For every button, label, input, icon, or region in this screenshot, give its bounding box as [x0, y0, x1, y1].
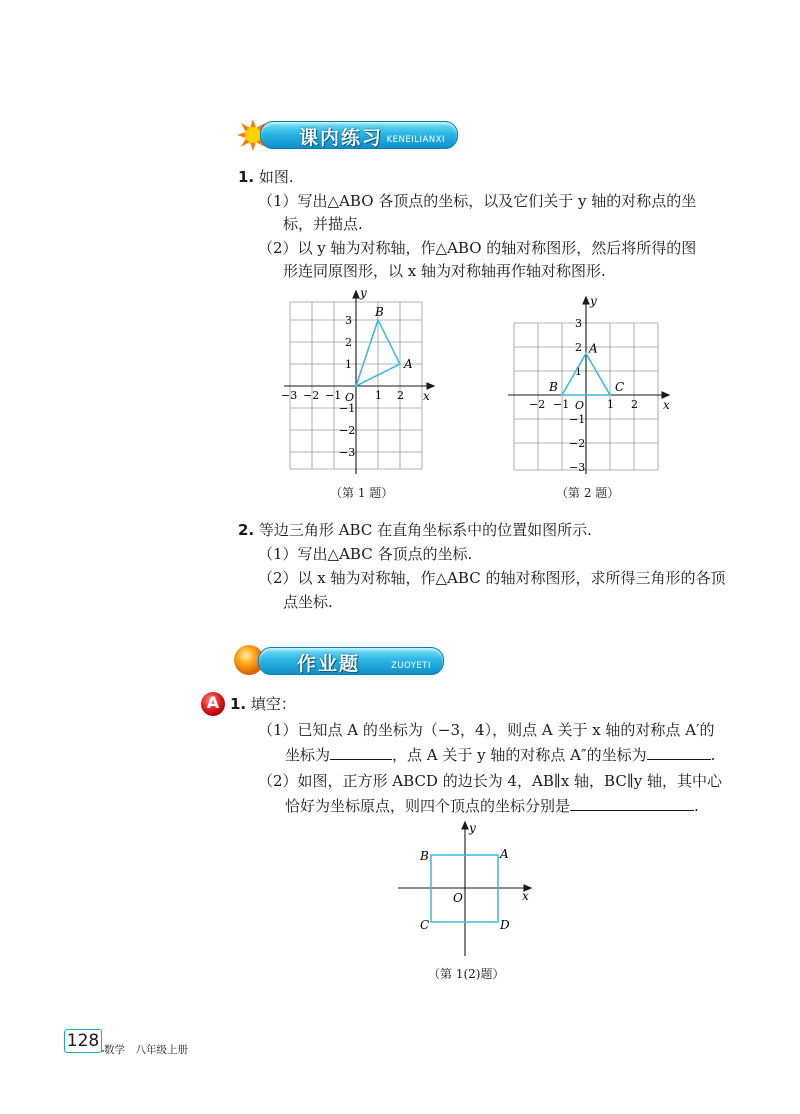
- answer-blank[interactable]: [647, 743, 711, 760]
- q2-part2-line1: （2）以 x 轴为对称轴，作△ABC 的轴对称图形，求所得三角形的各顶: [258, 569, 726, 587]
- label-b: B: [420, 849, 429, 863]
- figure-1-coordinate-grid: [280, 288, 440, 478]
- x-axis-label: x: [423, 389, 430, 403]
- y-tick-label: −1: [569, 413, 586, 426]
- y-axis-label: y: [590, 296, 597, 308]
- q1-part1-line1: （1）写出△ABO 各顶点的坐标，以及它们关于 y 轴的对称点的坐: [258, 192, 697, 210]
- section-subtitle: ZUOYETI: [390, 661, 431, 671]
- question-text: 等边三角形 ABC 在直角坐标系中的位置如图所示.: [258, 521, 592, 539]
- question-number: 1.: [230, 695, 247, 713]
- origin-label: O: [575, 399, 585, 412]
- y-axis-label: y: [360, 288, 367, 300]
- vertex-label-a: A: [404, 357, 413, 371]
- y-tick-label: 2: [345, 336, 352, 349]
- vertex-label-b: B: [375, 305, 384, 319]
- level-label: A: [206, 693, 220, 712]
- hw1-part2-line1: （2）如图，正方形 ABCD 的边长为 4，AB∥x 轴，BC∥y 轴，其中心: [258, 772, 722, 790]
- y-tick-label: −1: [339, 402, 356, 415]
- x-tick-label: 2: [631, 398, 638, 411]
- x-axis-label: x: [663, 398, 670, 412]
- label-a: A: [500, 847, 509, 861]
- y-tick-label: −2: [569, 437, 586, 450]
- q1-stem: [238, 165, 294, 189]
- q2-stem: [238, 518, 592, 542]
- q1-part1-line2: 标，并描点.: [283, 215, 363, 233]
- x-tick-label: 1: [375, 389, 382, 402]
- x-tick-label: −3: [281, 389, 298, 402]
- x-tick-label: −1: [553, 398, 570, 411]
- y-tick-label: 1: [575, 365, 582, 378]
- x-tick-label: 1: [607, 398, 614, 411]
- level-a-badge: [200, 691, 226, 717]
- question-number: 2.: [238, 521, 255, 539]
- figure-1-caption: （第 1 题）: [330, 486, 394, 500]
- text-segment: .: [694, 797, 699, 815]
- figure-2-coordinate-grid: [506, 296, 676, 476]
- page-number: 128: [64, 1029, 102, 1053]
- q2-part1: （1）写出△ABC 各顶点的坐标.: [258, 545, 473, 563]
- section-title: 作业题: [297, 653, 361, 675]
- label-origin: O: [453, 891, 463, 905]
- hw1-part1-line1: （1）已知点 A 的坐标为（−3，4），则点 A 关于 x 轴的对称点 A′的: [258, 721, 715, 739]
- vertex-label-c: C: [615, 380, 625, 394]
- section-subtitle: KENEILIANXI: [386, 135, 445, 145]
- answer-blank[interactable]: [330, 743, 392, 760]
- text-segment: 坐标为: [285, 746, 331, 764]
- label-c: C: [420, 918, 430, 932]
- y-axis-label: y: [469, 821, 476, 835]
- hw1-part2-line2: [285, 794, 699, 818]
- q1-part2-line2: 形连同原图形，以 x 轴为对称轴再作轴对称图形.: [283, 262, 606, 280]
- figure-3-caption: （第 1(2)题）: [428, 967, 505, 981]
- q1-part2-line1: （2）以 y 轴为对称轴，作△ABO 的轴对称图形，然后将所得的图: [258, 239, 697, 257]
- y-tick-label: −3: [569, 461, 586, 474]
- y-tick-label: −2: [339, 424, 356, 437]
- hw1-stem: [230, 692, 296, 716]
- book-title: 数学 八年级上册: [104, 1044, 188, 1056]
- question-text: 填空：: [250, 695, 296, 713]
- label-d: D: [500, 918, 510, 932]
- q2-part2-line2: 点坐标.: [283, 593, 333, 611]
- y-tick-label: 3: [575, 317, 582, 330]
- vertex-label-b: B: [549, 380, 558, 394]
- text-segment: ，点 A 关于 y 轴的对称点 A″的坐标为: [392, 746, 647, 764]
- figure-square-abcd: [390, 816, 540, 961]
- x-tick-label: −2: [529, 398, 546, 411]
- y-tick-label: 2: [575, 341, 582, 354]
- x-tick-label: −2: [303, 389, 320, 402]
- x-tick-label: −1: [325, 389, 342, 402]
- text-segment: 恰好为坐标原点，则四个顶点的坐标分别是: [285, 797, 571, 815]
- question-number: 1.: [238, 168, 255, 186]
- vertex-label-a: A: [589, 341, 598, 356]
- figure-2-caption: （第 2 题）: [556, 486, 620, 500]
- y-tick-label: −3: [339, 446, 356, 459]
- section-banner-homework: [232, 642, 444, 676]
- y-tick-label: 1: [345, 358, 352, 371]
- question-text: 如图.: [258, 168, 294, 186]
- section-title: 课内练习: [299, 127, 384, 149]
- text-segment: .: [710, 746, 716, 764]
- y-tick-label: 3: [345, 314, 352, 327]
- x-axis-label: x: [522, 889, 529, 903]
- hw1-part1-line2: [285, 743, 715, 767]
- origin-label: O: [345, 391, 355, 404]
- section-banner-practice: [236, 118, 458, 148]
- answer-blank[interactable]: [570, 794, 694, 811]
- x-tick-label: 2: [397, 389, 404, 402]
